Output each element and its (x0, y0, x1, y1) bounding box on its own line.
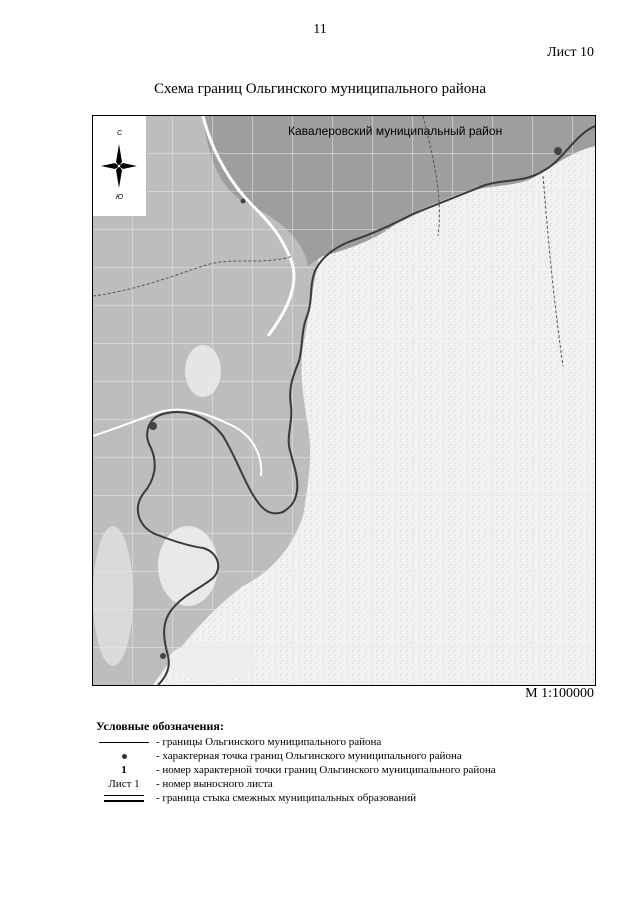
settlement-dot (160, 653, 166, 659)
legend-item (96, 749, 616, 763)
scale-label: М 1:100000 (525, 686, 594, 701)
point-number-symbol: 1 (121, 764, 127, 776)
legend-description: - граница стыка смежных муниципальных образований (156, 792, 417, 804)
legend-item (96, 777, 616, 791)
junction-line-symbol (96, 795, 152, 802)
legend-description: - характерная точка границ Ольгинского муниципального района (156, 750, 462, 762)
legend-description: - номер характерной точки границ Ольгинского муниципального района (156, 764, 496, 776)
point-dot-icon (96, 754, 152, 759)
legend-description: - границы Ольгинского муниципального района (156, 736, 382, 748)
settlement-dot (241, 199, 246, 204)
page-title: Схема границ Ольгинского муниципального района (154, 81, 486, 97)
sheet-number-symbol: Лист 1 (108, 778, 140, 790)
compass-rose (93, 116, 147, 217)
compass-north-label: С (116, 130, 123, 137)
compass-south-label: Ю (115, 194, 124, 201)
legend-item (96, 735, 616, 749)
legend-item (96, 791, 616, 805)
sheet-label: Лист 10 (547, 45, 594, 60)
legend (96, 719, 616, 805)
map-image (93, 116, 595, 685)
legend-title: Условные обозначения: (96, 719, 224, 733)
page-number: 11 (313, 22, 327, 37)
settlement-dot (149, 422, 157, 430)
boundary-line-symbol (96, 742, 152, 743)
map-frame (92, 115, 596, 686)
settlement-dot (554, 147, 562, 155)
region-label: Кавалеровский муниципальный район (288, 124, 503, 138)
map-grid (93, 116, 595, 685)
legend-item (96, 763, 616, 777)
legend-description: - номер выносного листа (156, 778, 273, 790)
